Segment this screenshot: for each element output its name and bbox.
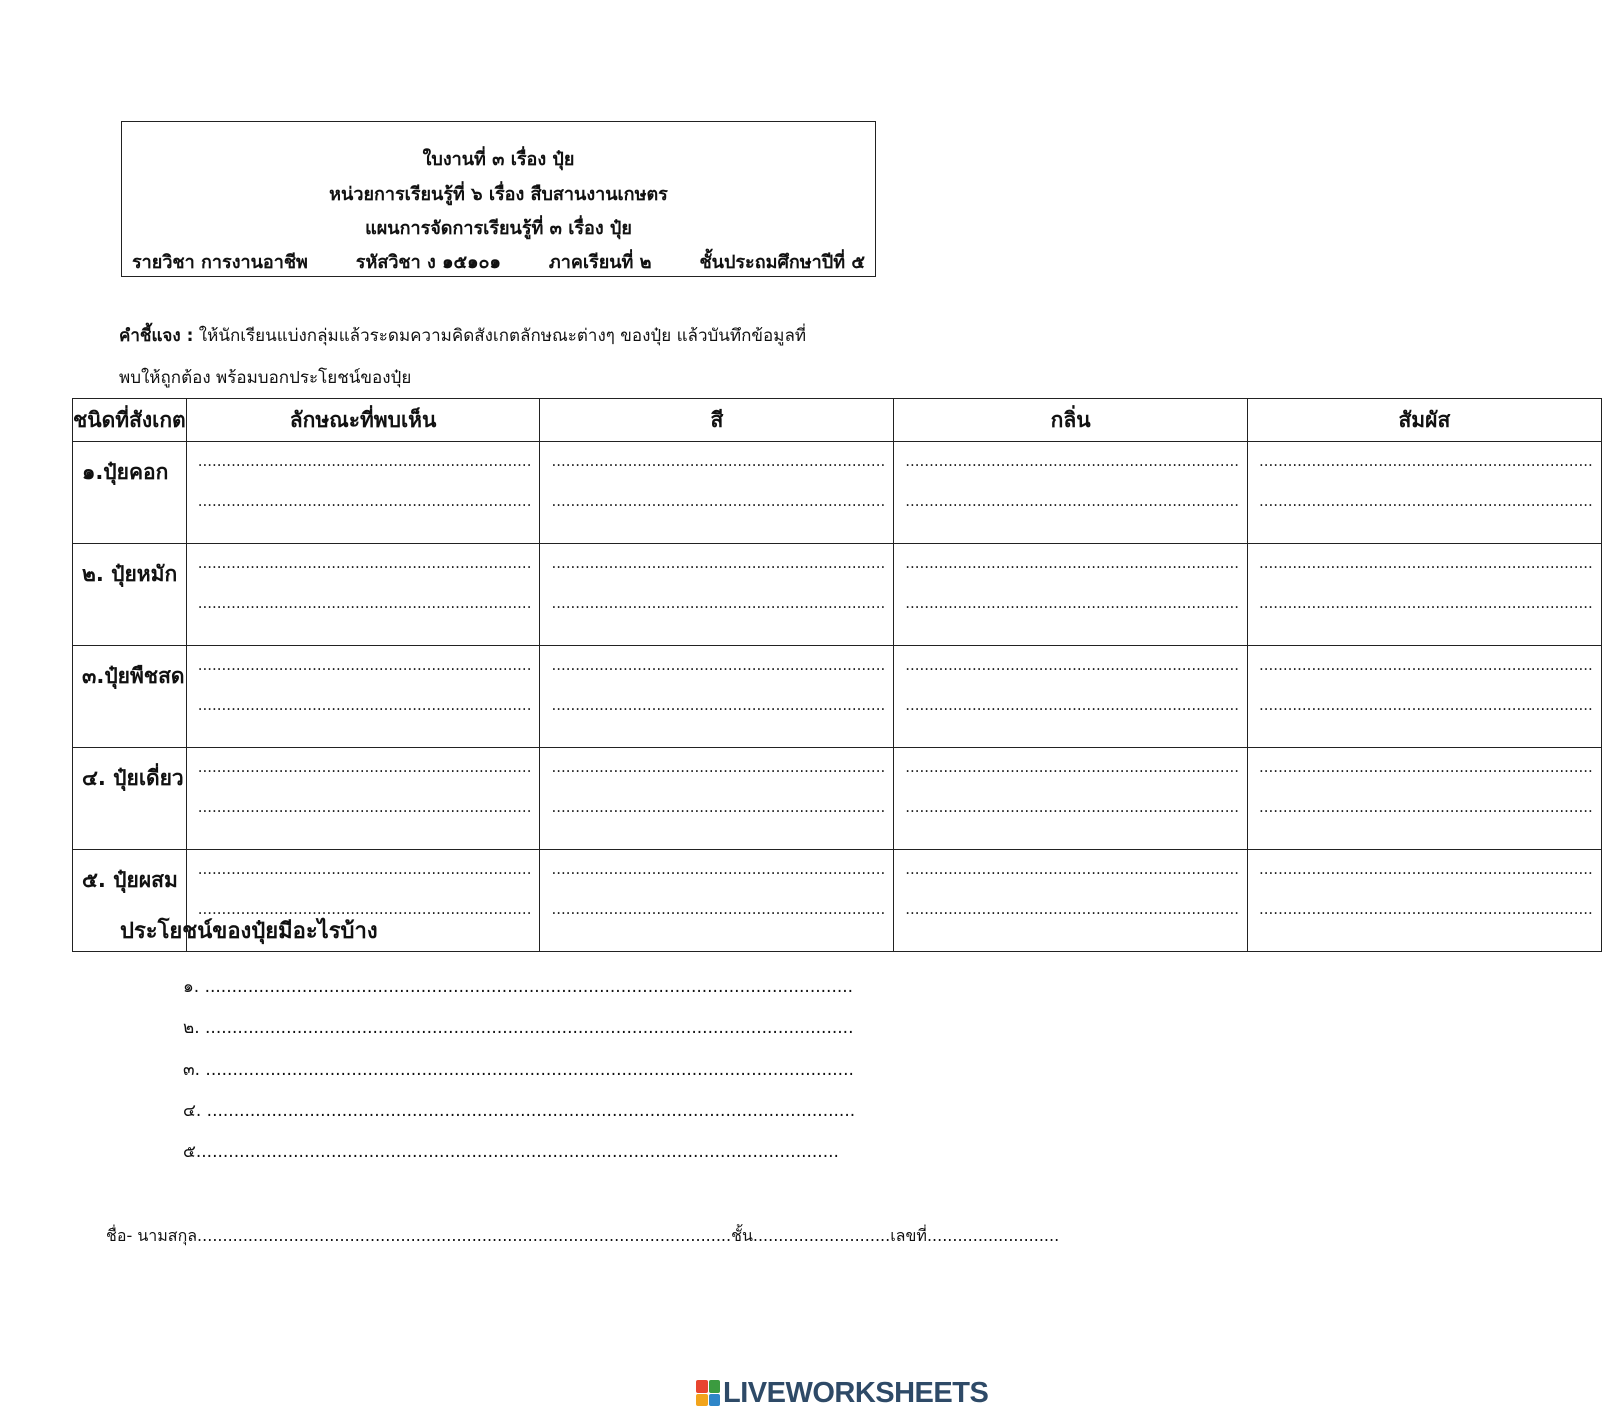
blank-line[interactable]: ...................................................................... — [905, 860, 1239, 878]
cell-green-manure-color[interactable] — [540, 646, 894, 748]
blank-line[interactable]: ...................................................................... — [905, 554, 1239, 572]
cell-single-fertilizer-smell[interactable] — [894, 748, 1248, 850]
cell-green-manure-texture[interactable] — [1248, 646, 1602, 748]
table-header-row — [73, 399, 1602, 442]
blank-line[interactable]: ...................................................................... — [905, 594, 1239, 612]
cell-manure-appearance[interactable] — [186, 442, 540, 544]
benefit-line-2[interactable]: ๒. ........................................................................................................................ — [183, 1018, 854, 1038]
blank-line[interactable]: ...................................................................... — [197, 594, 532, 612]
blank-line[interactable]: ...................................................................... — [905, 452, 1239, 470]
blank-line[interactable]: ...................................................................... — [197, 656, 532, 674]
course-grade: ชั้นประถมศึกษาปีที่ ๕ — [699, 252, 865, 273]
observation-table — [72, 398, 1602, 952]
header-appearance: ลักษณะที่พบเห็น — [186, 399, 540, 442]
cell-compost-texture[interactable] — [1248, 544, 1602, 646]
blank-line[interactable]: ...................................................................... — [1259, 492, 1593, 510]
cell-manure-texture[interactable] — [1248, 442, 1602, 544]
blank-line[interactable]: ...................................................................... — [197, 900, 532, 918]
course-code: รหัสวิชา ง ๑๕๑๐๑ — [355, 252, 501, 273]
blank-line[interactable]: ...................................................................... — [1259, 696, 1593, 714]
blank-line[interactable]: ...................................................................... — [1259, 900, 1593, 918]
instructions-label: คำชี้แจง : — [119, 326, 194, 346]
cell-manure-smell[interactable] — [894, 442, 1248, 544]
table-row — [73, 646, 1602, 748]
lesson-plan: แผนการจัดการเรียนรู้ที่ ๓ เรื่อง ปุ๋ย — [365, 218, 632, 239]
blank-line[interactable]: ...................................................................... — [551, 594, 886, 612]
header-texture: สัมผัส — [1248, 399, 1602, 442]
blank-line[interactable]: ...................................................................... — [1259, 798, 1593, 816]
cell-single-fertilizer-appearance[interactable] — [186, 748, 540, 850]
blank-line[interactable]: ...................................................................... — [905, 798, 1239, 816]
blank-line[interactable]: ...................................................................... — [551, 656, 886, 674]
blank-line[interactable]: ...................................................................... — [1259, 656, 1593, 674]
blank-line[interactable]: ...................................................................... — [551, 798, 886, 816]
cell-mixed-fertilizer-smell[interactable] — [894, 850, 1248, 952]
blank-line[interactable]: ...................................................................... — [1259, 594, 1593, 612]
blank-line[interactable]: ...................................................................... — [1259, 554, 1593, 572]
blank-line[interactable]: ...................................................................... — [197, 492, 532, 510]
header-type: ชนิดที่สังเกต — [73, 399, 187, 442]
worksheet-title: ใบงานที่ ๓ เรื่อง ปุ๋ย — [422, 149, 575, 170]
course-term: ภาคเรียนที่ ๒ — [548, 252, 652, 273]
cell-mixed-fertilizer-color[interactable] — [540, 850, 894, 952]
cell-green-manure-smell[interactable] — [894, 646, 1248, 748]
blank-line[interactable]: ...................................................................... — [905, 758, 1239, 776]
blank-line[interactable]: ...................................................................... — [551, 696, 886, 714]
blank-line[interactable]: ...................................................................... — [551, 860, 886, 878]
blank-line[interactable]: ...................................................................... — [197, 696, 532, 714]
instructions-line-1 — [119, 324, 806, 348]
row-label-mixed-fertilizer: ๕. ปุ๋ยผสม — [73, 850, 187, 952]
blank-line[interactable]: ...................................................................... — [197, 860, 532, 878]
blank-line[interactable]: ...................................................................... — [905, 696, 1239, 714]
cell-mixed-fertilizer-texture[interactable] — [1248, 850, 1602, 952]
blank-line[interactable]: ...................................................................... — [905, 492, 1239, 510]
benefit-line-4[interactable]: ๔. ........................................................................................................................ — [183, 1101, 856, 1121]
blank-line[interactable]: ...................................................................... — [1259, 758, 1593, 776]
blank-line[interactable]: ...................................................................... — [551, 492, 886, 510]
blank-line[interactable]: ...................................................................... — [551, 554, 886, 572]
instructions-line-2: พบให้ถูกต้อง พร้อมบอกประโยชน์ของปุ๋ย — [119, 368, 412, 388]
benefit-line-3[interactable]: ๓. ........................................................................................................................ — [183, 1060, 854, 1080]
blank-line[interactable]: ...................................................................... — [551, 900, 886, 918]
blank-line[interactable]: ...................................................................... — [905, 900, 1239, 918]
learning-unit: หน่วยการเรียนรู้ที่ ๖ เรื่อง สืบสานงานเกษตร — [329, 184, 668, 205]
cell-single-fertilizer-color[interactable] — [540, 748, 894, 850]
blank-line[interactable]: ...................................................................... — [1259, 860, 1593, 878]
row-label-compost: ๒. ปุ๋ยหมัก — [73, 544, 187, 646]
benefits-title: ประโยชน์ของปุ๋ยมีอะไรบ้าง — [120, 919, 378, 944]
cell-compost-color[interactable] — [540, 544, 894, 646]
liveworksheets-logo — [696, 1378, 988, 1408]
logo-mark-icon — [696, 1380, 720, 1406]
benefit-line-1[interactable]: ๑. ........................................................................................................................ — [183, 977, 854, 997]
blank-line[interactable]: ...................................................................... — [551, 452, 886, 470]
cell-compost-smell[interactable] — [894, 544, 1248, 646]
header-smell: กลิ่น — [894, 399, 1248, 442]
blank-line[interactable]: ...................................................................... — [197, 798, 532, 816]
blank-line[interactable]: ...................................................................... — [197, 452, 532, 470]
course-info — [132, 251, 865, 275]
table-row — [73, 544, 1602, 646]
row-label-single-fertilizer: ๔. ปุ๋ยเดี่ยว — [73, 748, 187, 850]
course-subject: รายวิชา การงานอาชีพ — [132, 252, 308, 273]
row-label-green-manure: ๓.ปุ๋ยพืชสด — [73, 646, 187, 748]
table-row — [73, 748, 1602, 850]
cell-green-manure-appearance[interactable] — [186, 646, 540, 748]
table-row — [73, 442, 1602, 544]
worksheet-header-box — [121, 121, 876, 277]
header-color: สี — [540, 399, 894, 442]
blank-line[interactable]: ...................................................................... — [551, 758, 886, 776]
blank-line[interactable]: ...................................................................... — [1259, 452, 1593, 470]
instructions-text-1: ให้นักเรียนแบ่งกลุ่มแล้วระดมความคิดสังเกตลักษณะต่างๆ ของปุ๋ย แล้วบันทึกข้อมูลที่ — [193, 326, 807, 346]
benefit-line-5[interactable]: ๕....................................................................................................................... — [183, 1142, 839, 1162]
cell-single-fertilizer-texture[interactable] — [1248, 748, 1602, 850]
row-label-manure: ๑.ปุ๋ยคอก — [73, 442, 187, 544]
blank-line[interactable]: ...................................................................... — [197, 554, 532, 572]
brand-text: LIVEWORKSHEETS — [723, 1377, 989, 1409]
student-name-line[interactable]: ชื่อ- นามสกุล.........................................................................................................ชั้น...........................เลขที่.......................... — [106, 1226, 1060, 1245]
blank-line[interactable]: ...................................................................... — [905, 656, 1239, 674]
cell-manure-color[interactable] — [540, 442, 894, 544]
blank-line[interactable]: ...................................................................... — [197, 758, 532, 776]
cell-compost-appearance[interactable] — [186, 544, 540, 646]
